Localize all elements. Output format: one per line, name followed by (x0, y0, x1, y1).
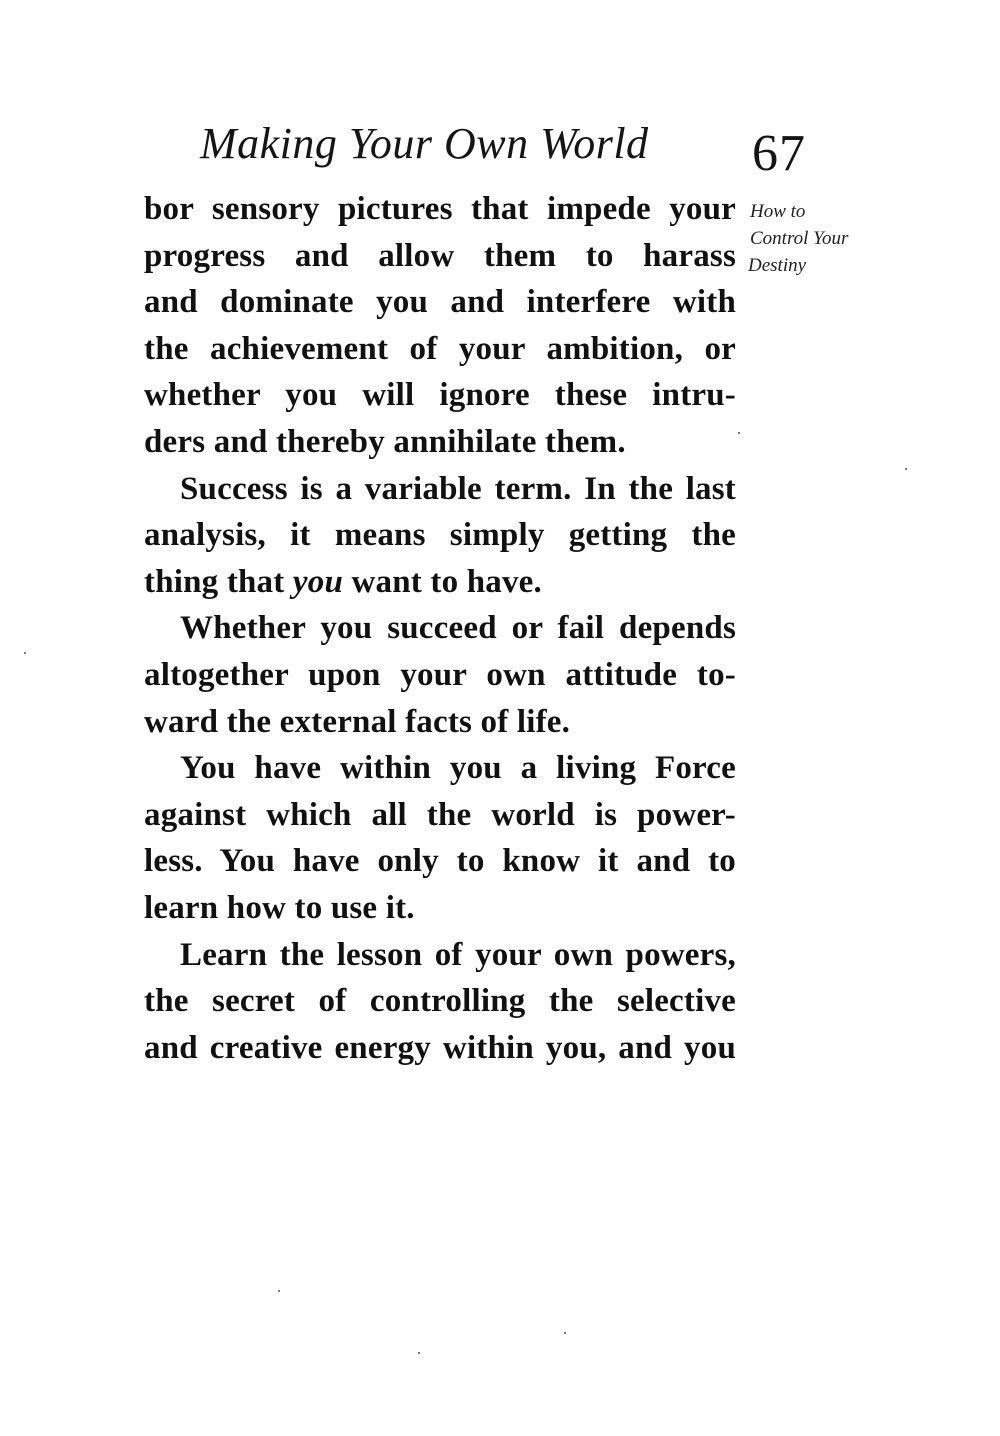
scan-speck (905, 468, 907, 470)
text-line: ward the external facts of life. (144, 703, 571, 740)
scan-speck (564, 1332, 566, 1334)
text-line (144, 559, 736, 606)
paragraph (144, 186, 736, 466)
text-line: against which all the world is power- (144, 796, 736, 833)
margin-note-line: Destiny (748, 255, 807, 276)
text-line: Whether you succeed or fail depends (180, 610, 736, 647)
body-text (144, 186, 736, 1071)
scan-speck (418, 1352, 420, 1354)
text-line: the secret of controlling the selective (144, 983, 736, 1020)
margin-note-line: Control Your (750, 228, 849, 249)
text-line: progress and allow them to harass (144, 237, 736, 274)
paragraph (144, 605, 736, 745)
text-line: You have within you a living Force (180, 750, 736, 787)
text-run: want to have. (343, 563, 542, 600)
text-line: whether you will ignore these intru- (144, 377, 736, 414)
emphasis-word: you (292, 563, 344, 600)
page-number: 67 (752, 125, 806, 182)
text-line: ders and thereby annihilate them. (144, 423, 626, 460)
text-line: Success is a variable term. In the last (180, 470, 736, 507)
scan-speck (738, 432, 740, 434)
text-line: and creative energy within you, and you (144, 1029, 736, 1066)
text-line: and dominate you and interfere with (144, 284, 736, 321)
scan-speck (24, 652, 26, 654)
margin-note (748, 198, 848, 279)
text-line: analysis, it means simply getting the (144, 517, 736, 554)
running-title: Making Your Own World (200, 119, 649, 168)
scan-speck (278, 1290, 280, 1292)
text-line: bor sensory pictures that impede your (144, 191, 736, 227)
margin-note-line: How to (750, 201, 806, 222)
paragraph (144, 466, 736, 606)
text-line: less. You have only to know it and to (144, 843, 736, 880)
text-line: altogether upon your own attitude to- (144, 656, 736, 693)
text-line: learn how to use it. (144, 889, 415, 926)
text-line: Learn the lesson of your own powers, (180, 936, 736, 973)
text-line: the achievement of your ambition, or (144, 330, 736, 367)
text-run: thing that (144, 563, 293, 600)
paragraph (144, 932, 736, 1072)
paragraph (144, 745, 736, 931)
